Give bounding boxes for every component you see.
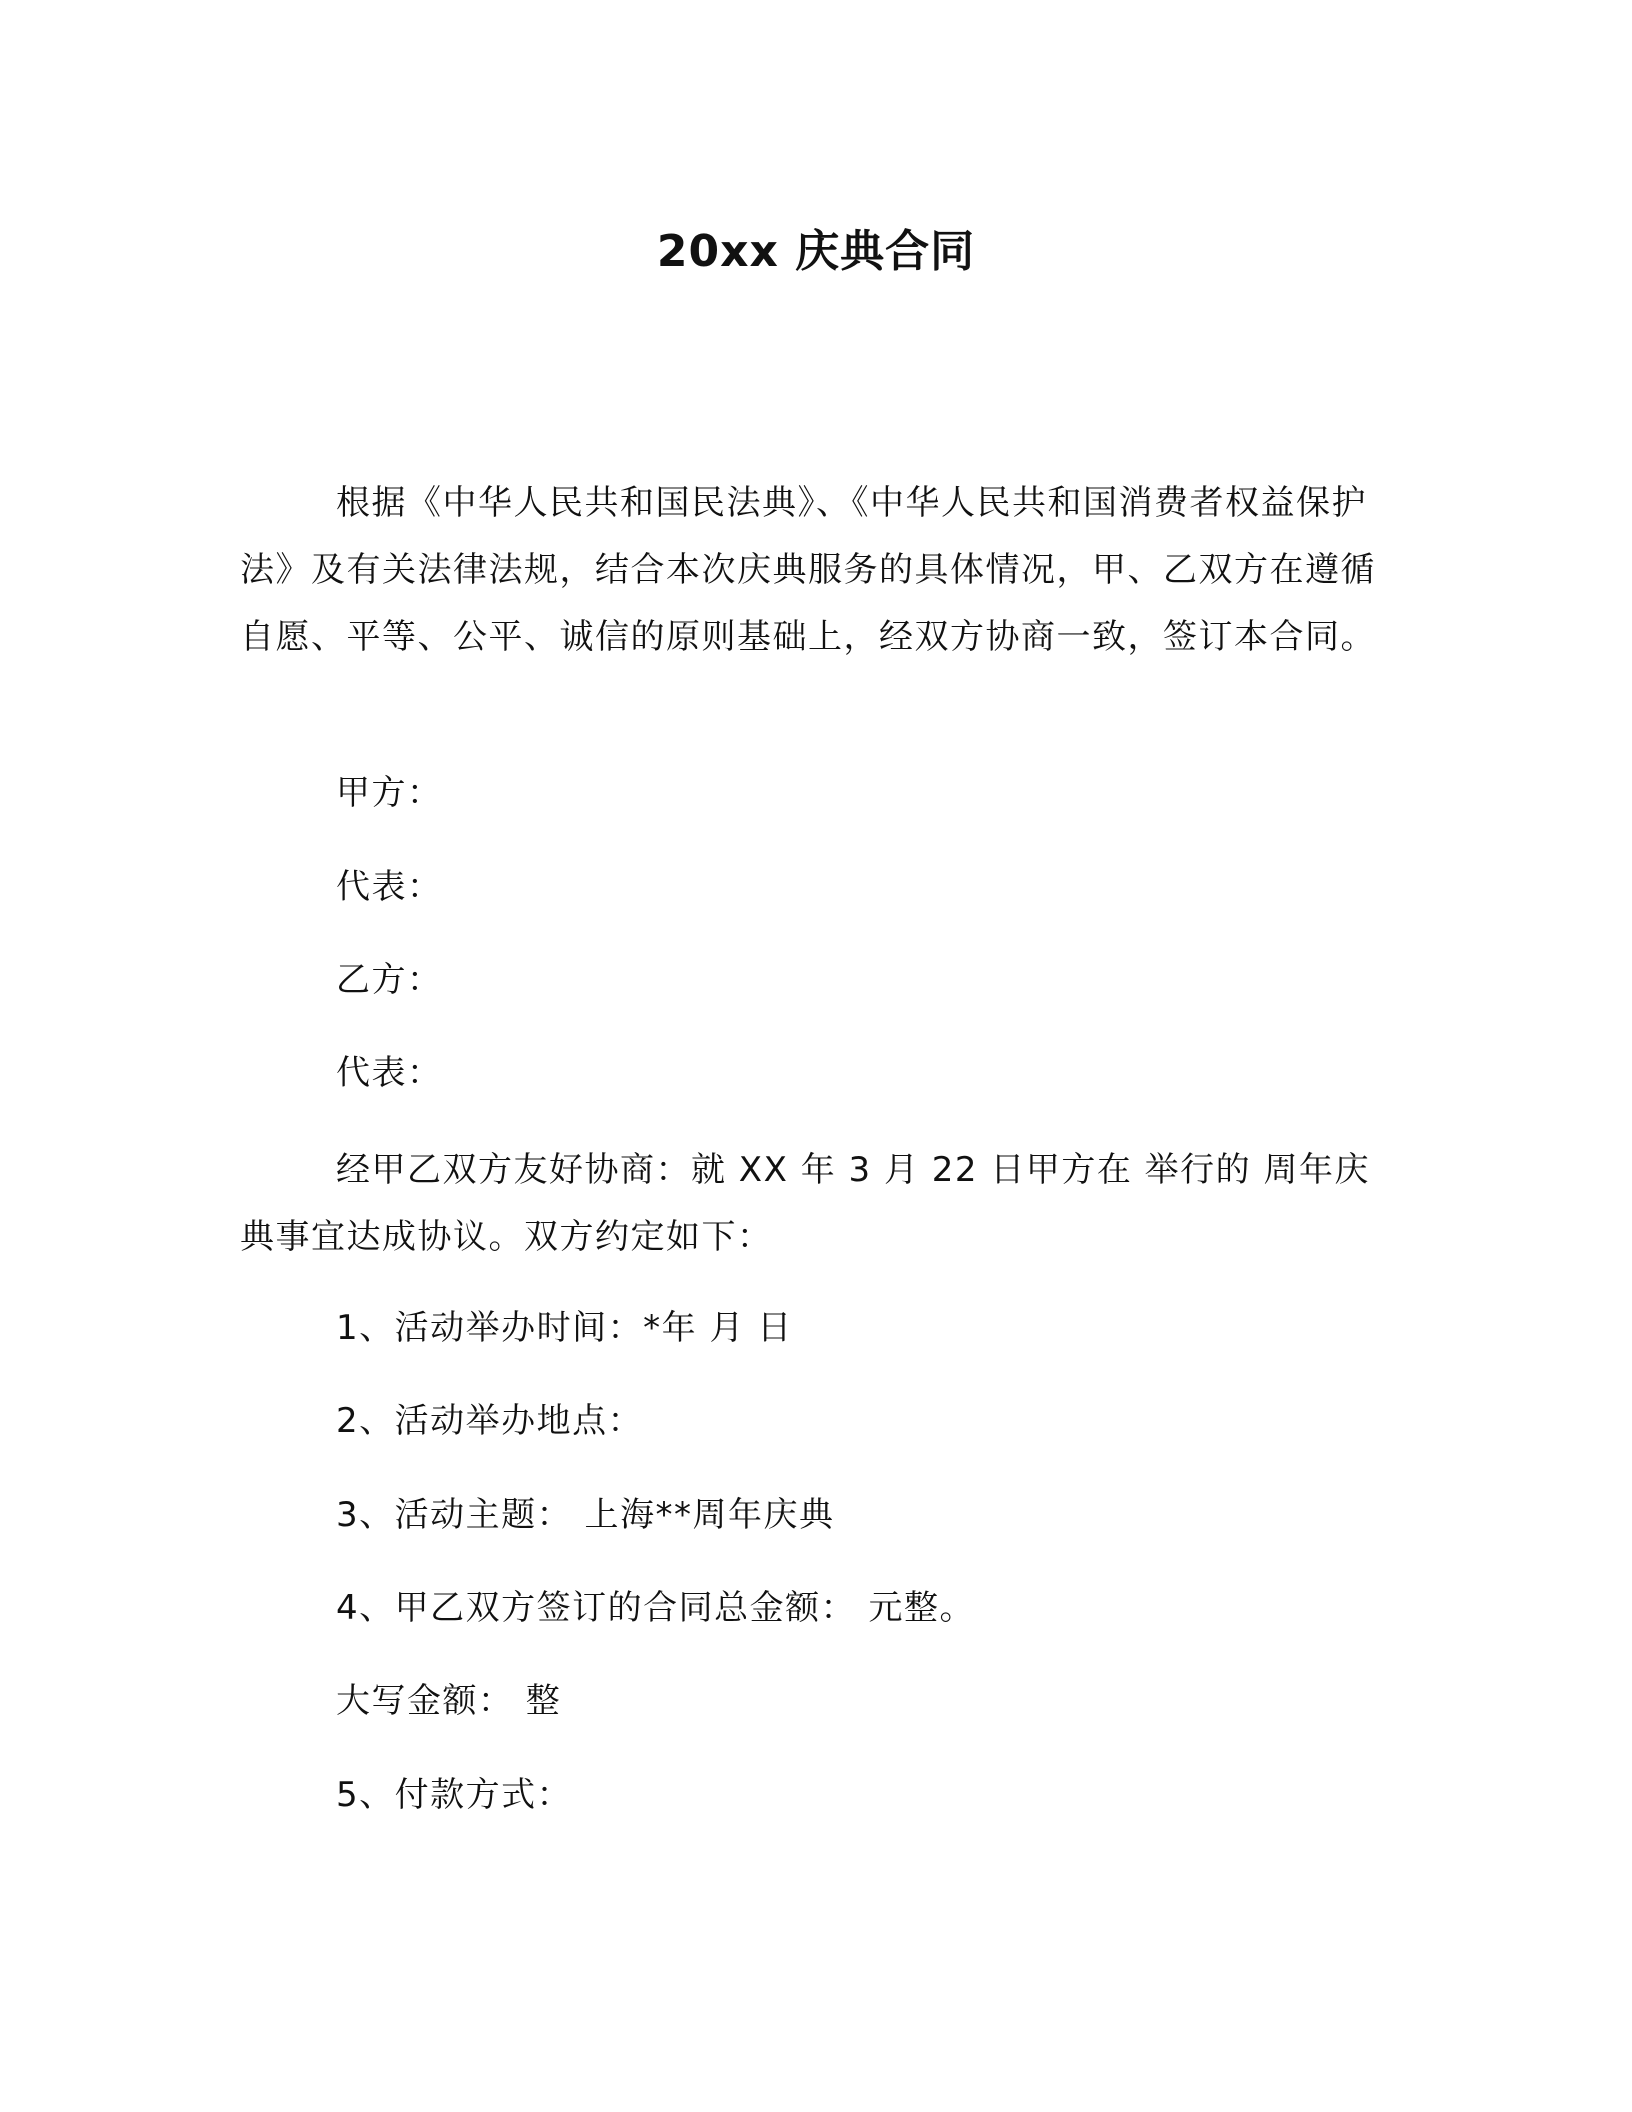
item-contract-amount: 4、甲乙双方签订的合同总金额： 元整。 <box>336 1588 975 1628</box>
party-b-representative-label: 代表： <box>336 1053 443 1093</box>
party-a-label: 甲方： <box>336 773 443 813</box>
item-activity-theme: 3、活动主题： 上海**周年庆典 <box>336 1495 835 1535</box>
item-activity-location: 2、活动举办地点： <box>336 1401 644 1441</box>
party-b-label: 乙方： <box>336 960 443 1000</box>
item-amount-in-words: 大写金额： 整 <box>336 1681 562 1721</box>
agreement-intro-paragraph: 经甲乙双方友好协商：就 XX 年 3 月 22 日甲方在 举行的 周年庆典事宜达成协议。双方约定如下： <box>240 1150 1370 1257</box>
preamble-paragraph: 根据《中华人民共和国民法典》、《中华人民共和国消费者权益保护法》及有关法律法规，结合本次庆典服务的具体情况，甲、乙双方在遵循自愿、平等、公平、诚信的原则基础上，经双方协商一致，签订本合同。 <box>240 483 1376 657</box>
document-title: 20xx 庆典合同 <box>656 226 976 277</box>
party-a-representative-label: 代表： <box>336 867 443 907</box>
item-payment-method: 5、付款方式： <box>336 1775 573 1815</box>
item-activity-time: 1、活动举办时间：*年 月 日 <box>336 1308 793 1348</box>
